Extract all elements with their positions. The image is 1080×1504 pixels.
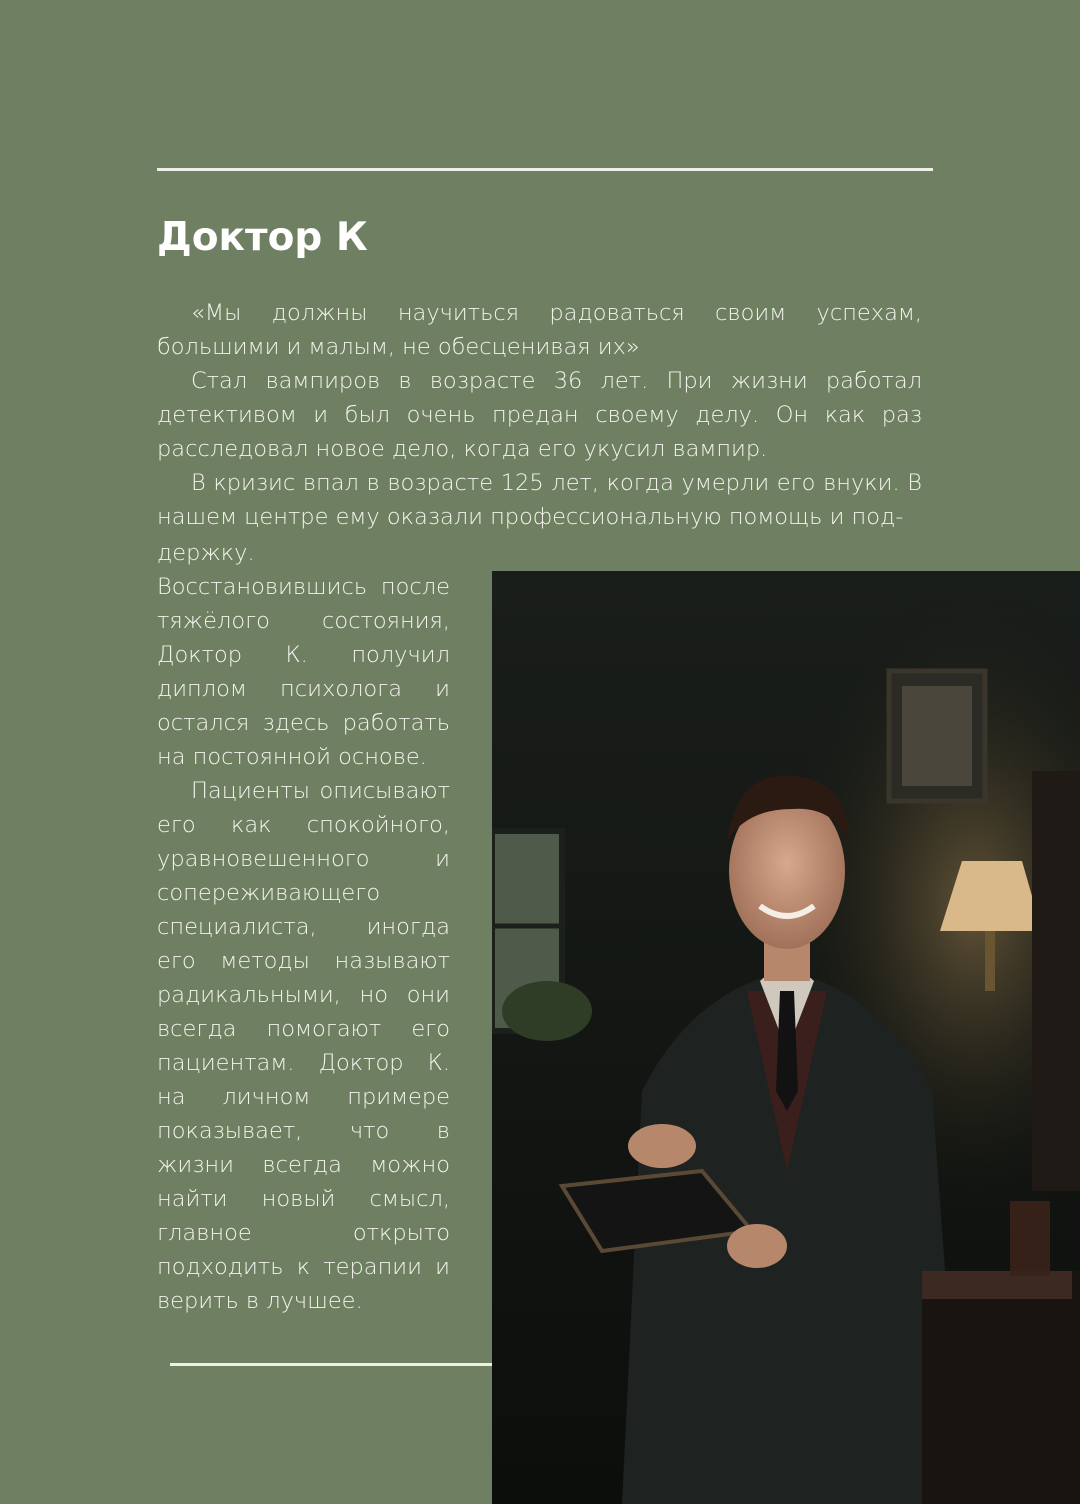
top-divider <box>157 168 933 171</box>
doctor-portrait-photo <box>492 571 1080 1504</box>
patients-paragraph: Пациенты описывают его как спокойного, уравновешенного и сопереживающего специалиста, иногда его методы называют радикальными, но они всегда помогают его пациентам. Доктор К. на личном примере показывает, что в жизни всегда можно найти новый смысл, главное открыто подходить к терапии и верить в лучшее. <box>157 778 450 1314</box>
page-title: Доктор К <box>157 215 368 260</box>
bio-paragraph: Стал вампиров в возрасте 36 лет. При жизни работал детективом и был очень предан своему делу. Он как раз расследовал новое дело, когда его укусил вампир. <box>157 368 922 462</box>
crisis-paragraph: В кризис впал в возрасте 125 лет, когда умерли его внуки. В нашем центре ему оказали профессиональную помощь и под- <box>157 470 922 530</box>
recovery-paragraph: держку. Восстановившись после тяжёлого состояния, Доктор К. получил диплом психолога и остался здесь работать на постоянной основе. <box>157 540 450 770</box>
text-block-full-width <box>157 296 922 534</box>
text-block-column <box>157 536 450 1318</box>
bottom-divider <box>170 1363 492 1366</box>
quote-paragraph: «Мы должны научиться радоваться своим успехам, большими и малым, не обесценивая их» <box>157 300 922 360</box>
